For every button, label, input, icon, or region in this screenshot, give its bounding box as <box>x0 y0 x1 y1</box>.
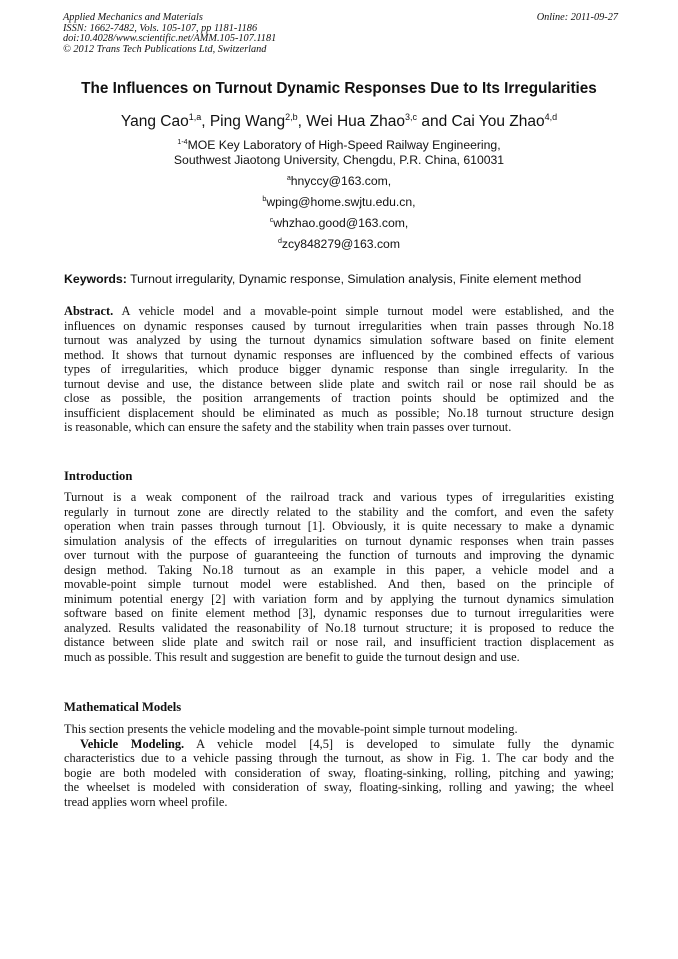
text-line: characteristics due to a vehicle passing through the turnout, as show in Fig. 1. The car body and the <box>64 751 614 766</box>
section-heading-introduction: Introduction <box>64 469 133 483</box>
email-mark: a <box>286 174 291 182</box>
text-line: Abstract. A vehicle model and a movable-point simple turnout model were established, and the <box>64 304 614 318</box>
text-line: turnout devise and use, the distance between slide plate and switch rail or nose rail should be as <box>64 376 614 391</box>
email-address[interactable]: zcy848279@163.com <box>281 237 400 251</box>
affiliation-mark: 1-4 <box>177 138 188 146</box>
text-line: the wheelset is modeled with consideration of sway, floating-sinking, rolling and yawing; the wheel <box>64 780 614 795</box>
text-line: distance between slide plate and switch rail or nose rail, and insufficient traction displacement as <box>64 635 614 650</box>
email-address[interactable]: wping@home.swjtu.edu.cn, <box>266 195 416 209</box>
text-line: insufficient displacement should be eliminated as much as possible; No.18 turnout structure design <box>64 405 614 420</box>
text-line: over turnout with the purpose of guaranteeing the function of turnouts and improving the dynamic <box>64 548 614 563</box>
text-line: turnout was analyzed by using the turnout dynamics simulation software based on finite element <box>64 333 614 348</box>
email-mark: b <box>262 195 267 203</box>
online-date: Online: 2011-09-27 <box>536 12 618 23</box>
journal-header <box>63 13 618 55</box>
email-address[interactable]: hnyccy@163.com, <box>290 174 392 188</box>
issn-line: ISSN: 1662-7482, Vols. 105-107, pp 1181-1186 <box>63 22 258 34</box>
author-affiliation-mark: 1,a <box>188 111 202 122</box>
affiliation-line-1: MOE Key Laboratory of High-Speed Railway Engineering, <box>187 138 501 152</box>
keywords-text: Turnout irregularity, Dynamic response, Simulation analysis, Finite element method <box>130 272 582 286</box>
section-heading-mathematical-models: Mathematical Models <box>64 700 182 714</box>
author-list <box>0 113 678 131</box>
email-entry <box>0 195 678 210</box>
text-line: Vehicle Modeling. A vehicle model [4,5] is developed to simulate fully the dynamic <box>80 736 614 751</box>
author-name: Ping Wang <box>209 113 286 130</box>
abstract <box>64 304 614 435</box>
text-line: software based on finite element method [3], dynamic responses due to turnout irregularities were <box>64 606 614 621</box>
affiliation-line-2: Southwest Jiaotong University, Chengdu, P.R. China, 610031 <box>173 153 505 167</box>
paper-title: The Influences on Turnout Dynamic Responses Due to Its Irregularities <box>81 80 597 97</box>
text-line: minimum potential energy [2] with variation form and by applying the turnout dynamics simulation <box>64 591 614 606</box>
author-affiliation-mark: 4,d <box>544 111 558 122</box>
text-line: operation when train passes through turnout [1]. Obviously, it is quite necessary to make a dynamic <box>64 519 614 534</box>
email-entry <box>0 174 678 189</box>
text-line: This section presents the vehicle modeling and the movable-point simple turnout modeling. <box>64 722 518 736</box>
text-line: simulation analysis of the effects of irregularities on turnout dynamic responses when train passes <box>64 533 614 548</box>
text-line: tread applies worn wheel profile. <box>64 794 228 809</box>
keywords-label: Keywords: <box>64 272 127 286</box>
author-affiliation-mark: 2,b <box>285 111 298 122</box>
text-line: Turnout is a weak component of the railroad track and various types of irregularities existing <box>64 490 614 504</box>
email-entry <box>0 216 678 231</box>
text-line: is reasonable, which can ensure the safety and the stability when train passes over turnout. <box>64 420 512 435</box>
author-separator: , <box>201 113 210 130</box>
author-separator: and <box>417 113 452 130</box>
author-name: Yang Cao <box>120 113 189 130</box>
email-mark: c <box>269 216 274 224</box>
author-name: Cai You Zhao <box>451 113 545 130</box>
author-separator: , <box>297 113 307 130</box>
author-affiliation-mark: 3,c <box>405 111 418 122</box>
email-address[interactable]: whzhao.good@163.com, <box>273 216 409 230</box>
copyright-line: © 2012 Trans Tech Publications Ltd, Switzerland <box>63 43 267 55</box>
keywords <box>64 272 624 286</box>
journal-name: Applied Mechanics and Materials <box>63 12 203 23</box>
text-line: method. It shows that turnout dynamic responses are influenced by the combined effects of various <box>64 347 614 362</box>
text-line: influences on dynamic responses caused by turnout irregularities when train passes through No.18 <box>64 318 614 333</box>
text-line: bogie are both modeled with consideration of sway, floating-sinking, rolling, pitching and yawing; <box>64 765 614 780</box>
math-models-body <box>64 722 614 809</box>
text-line: regularly in turnout zone are directly related to the stability and the comfort, and even the safety <box>64 504 614 519</box>
doi-line[interactable]: doi:10.4028/www.scientific.net/AMM.105-107.1181 <box>63 33 277 45</box>
introduction-body <box>64 490 614 665</box>
email-mark: d <box>277 237 282 245</box>
text-line: close as possible, the position arrangements of traction points should be optimized and the <box>64 391 614 406</box>
text-line: types of irregularities, which produce bigger dynamic response than single irregularity. In the <box>64 362 614 377</box>
text-line: movable-point simple turnout model were established. And then, based on the principle of <box>64 577 614 592</box>
text-line: much as possible. This result and suggestion are benefit to guide the turnout design and use. <box>64 650 520 665</box>
affiliation <box>0 138 678 168</box>
author-name: Wei Hua Zhao <box>306 113 406 130</box>
vehicle-modeling-label: Vehicle Modeling. <box>80 736 185 751</box>
abstract-label: Abstract. <box>64 304 114 318</box>
email-entry <box>0 237 678 252</box>
text-line: design method. Taking No.18 turnout as an example in this paper, a vehicle model and a <box>64 562 614 577</box>
text-line: analyzed. Results validated the reasonability of No.18 turnout structure; it is proposed to reduce the <box>64 620 614 635</box>
